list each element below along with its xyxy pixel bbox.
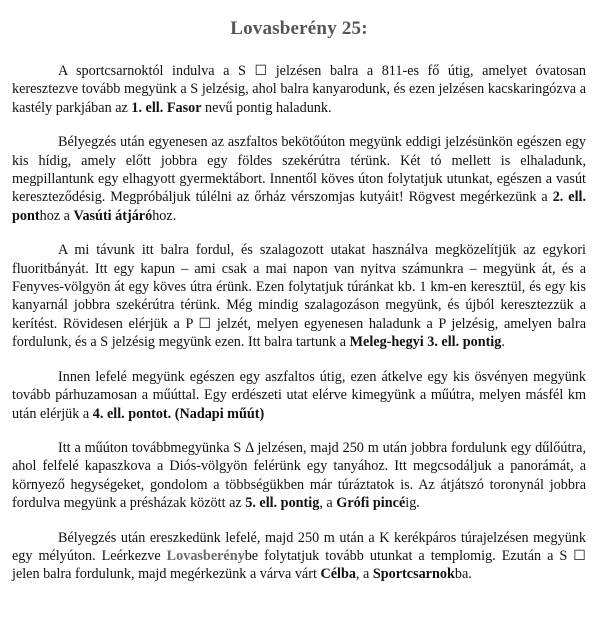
bold-phrase: 5. ell. pontig [245, 495, 320, 512]
text-run: A mi távunk itt balra fordul, és szalagozott utakat használva megközelítjük az egykori fluoritbányát. Itt egy kapun – ami csak a mai napon van nyitva számunkra – megyünk át, és a Fenyves-völgyön át egy köves útra érünk. Ezen folytatjuk túránkat kb. 1 km-en keresztül, és egy kis kanyarnál jobbra szekérútra térünk. Még mindig szalagozáson megyünk, és újból keresztezzük a kerítést. Rövidesen elérjük a P ☐ jelzét, melyen egyenesen haladunk a P jelzésig, amelyen balra fordulunk, és a S jelzésig megyünk ezen. Itt balra tartunk a [12, 242, 586, 351]
paragraph-3 [12, 241, 586, 351]
text-run: hoz a [39, 207, 74, 224]
body-text [12, 62, 586, 584]
bold-phrase: (Nadapi műút) [174, 405, 265, 422]
bold-phrase: Célba [320, 566, 356, 583]
paragraph-1 [12, 62, 586, 117]
text-run: ig. [405, 495, 420, 512]
text-run: Itt a műúton továbbmegyünka S Δ jelzésen, majd 250 m után jobbra fordulunk egy dűlőútra, ahol felfelé kapaszkova a Diós-völgyön felérünk egy tanyához. Itt megcsodáljuk a panorámát, a környező hegységeket, gondolom a többségükben már túráztatok is. Az átjátszó toronynál jobbra fordulva megyünk a présházak között az [12, 439, 586, 512]
bold-phrase: 4. ell. pontot. [92, 405, 172, 422]
paragraph-2 [12, 133, 586, 225]
bold-phrase: 2. ell. pont [12, 189, 586, 224]
text-run: Bélyegzés után egyenesen az aszfaltos bekötőúton megyünk eddigi jelzésünkön egészen egy kis hídig, amely előtt jobbra egy földes szekérútra térünk. Két tó mellett is elhaladunk, megpillantunk egy elhagyott gyermektábort. Innentől köves úton folytatjuk utunkat, egészen a vasút kereszteződésig. Megpróbáljuk túlélni az őrház vérszomjas kutyáit! Rögvest megérkezünk a [12, 134, 586, 206]
text-run: hoz. [152, 207, 177, 224]
text-run: be folytatjuk tovább utunkat a templomig. Ezután a S ☐ jelen balra fordulunk, majd megérkezünk a várva várt [12, 547, 586, 583]
text-run: Innen lefelé megyünk egészen egy aszfaltos útig, ezen átkelve egy kis ösvényen megyünk tovább párhuzamosan a műúttal. Egy erdészeti utat elérve kimegyünk a műútra, melyen másfél km után elérjük a [12, 368, 586, 422]
page-title: Lovasberény 25: [230, 18, 368, 39]
text-run: , a [319, 495, 337, 512]
text-run: . [501, 334, 505, 351]
text-run: Bélyegzés után ereszkedünk lefelé, majd 250 m után a K kerékpáros túrajelzésen megyünk egy mélyúton. Leérkezve [12, 529, 586, 564]
bold-phrase: Vasúti átjáró [73, 207, 153, 224]
bold-phrase: Meleg-hegyi 3. ell. pontig [349, 334, 502, 351]
paragraph-5 [12, 439, 586, 513]
bold-phrase: Lovasberény [166, 547, 245, 564]
text-run: nevű pontig haladunk. [201, 99, 332, 116]
bold-phrase: Sportcsarnok [372, 566, 455, 583]
paragraph-4 [12, 368, 586, 423]
text-run: A sportcsarnoktól indulva a S ☐ jelzésen balra a 811-es fő útig, amelyet óvatosan keresztezve tovább megyünk a S jelzésig, ahol balra kanyarodunk, és ezen jelzésen kacskaringózva a kastély parkjában az [12, 63, 586, 116]
text-run: ba. [454, 566, 472, 583]
paragraph-6 [12, 529, 586, 584]
bold-phrase: Grófi pincé [336, 495, 406, 512]
text-run: , a [355, 566, 373, 583]
bold-phrase: 1. ell. Fasor [131, 99, 202, 116]
